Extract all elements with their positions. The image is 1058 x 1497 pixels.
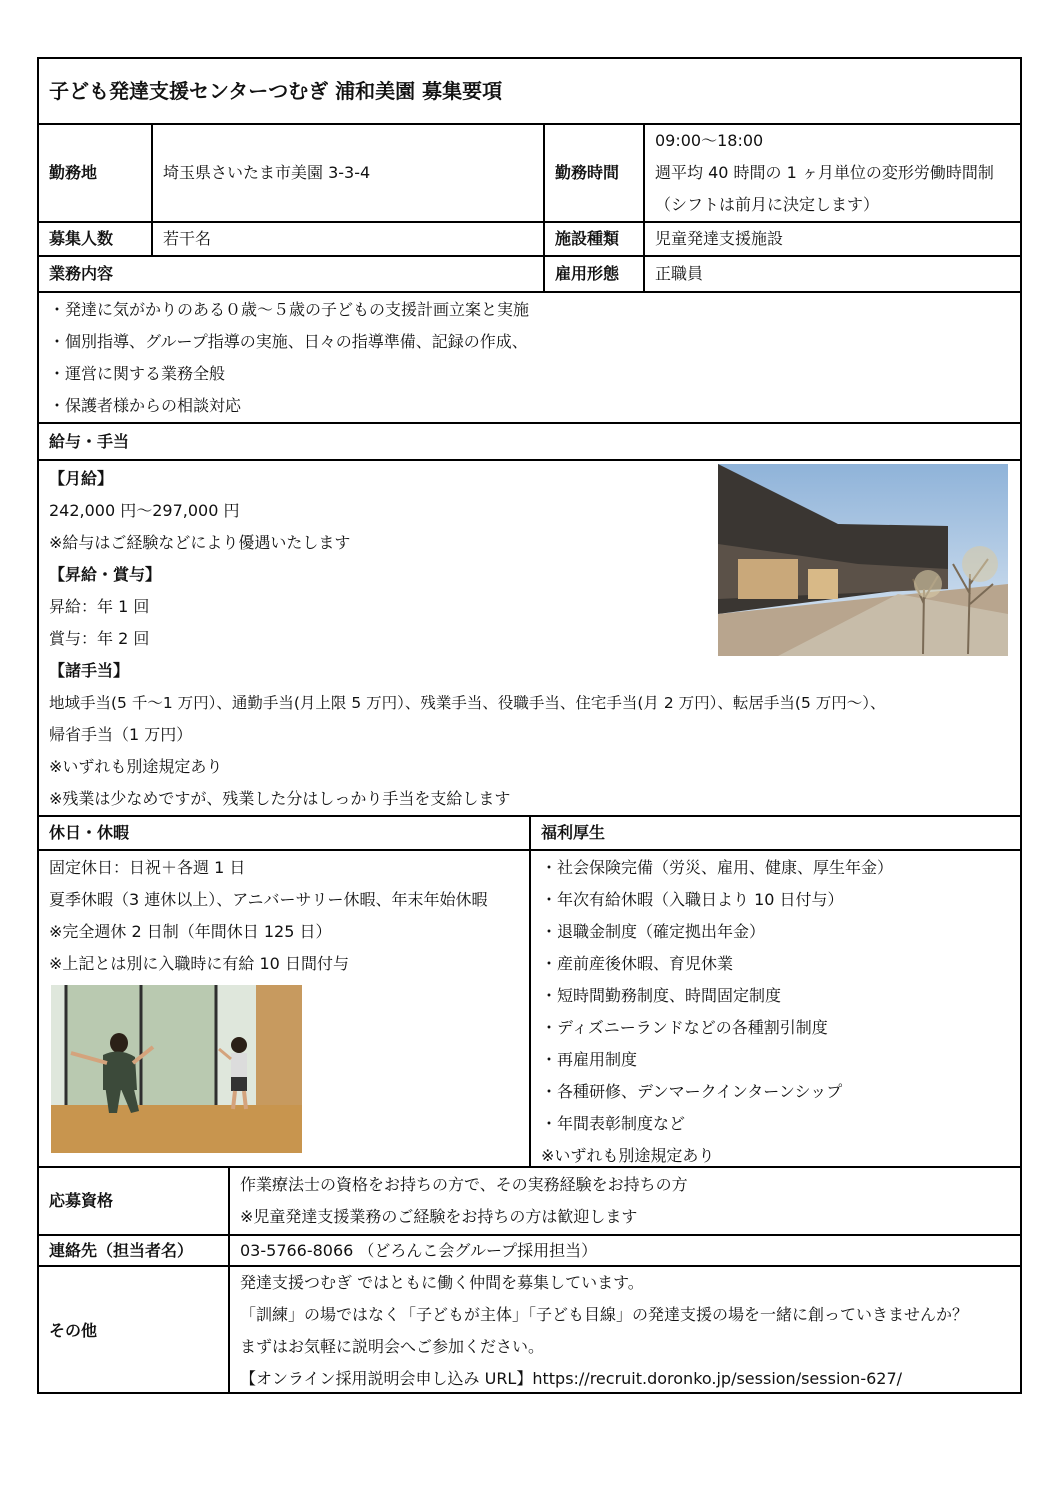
salary-note: ※残業は少なめですが、残業した分はしっかり手当を支給します xyxy=(49,789,511,808)
children-photo xyxy=(51,985,302,1153)
salary-label: 給与・手当 xyxy=(49,432,130,451)
facility-label: 施設種類 xyxy=(543,223,643,255)
duties-label: 業務内容 xyxy=(49,264,114,283)
recruits-value: 若干名 xyxy=(151,223,543,255)
list-item: ・発達に気がかりのある０歳～５歳の子どもの支援計画立案と実施 xyxy=(49,300,530,319)
list-item: ※上記とは別に入職時に有給 10 日間付与 xyxy=(49,954,349,973)
employment-label: 雇用形態 xyxy=(543,257,643,291)
monthly-value: 242,000 円～297,000 円 xyxy=(49,501,240,520)
duties-header-row xyxy=(39,257,1020,293)
hours-line: 09:00～18:00 xyxy=(655,131,764,150)
welfare-list xyxy=(529,851,1020,1166)
qualification-row xyxy=(39,1168,1020,1236)
list-item: ・各種研修、デンマークインターンシップ xyxy=(541,1082,843,1101)
allowance-line: 地域手当(5 千～1 万円）、通勤手当(月上限 5 万円）、残業手当、役職手当、住宅手当(月 2 万円）、転居手当(5 万円～）、 xyxy=(49,694,886,712)
monthly-note: ※給与はご経験などにより優遇いたします xyxy=(49,533,351,552)
salary-header-row xyxy=(39,424,1020,461)
location-row xyxy=(39,125,1020,223)
application-url[interactable]: 【オンライン採用説明会申し込み URL】https://recruit.doronko.jp/session/session-627/ xyxy=(240,1369,903,1388)
list-item: ・短時間勤務制度、時間固定制度 xyxy=(541,986,782,1005)
recruits-row xyxy=(39,223,1020,257)
list-item: ・再雇用制度 xyxy=(541,1050,638,1069)
qualification-line: 作業療法士の資格をお持ちの方で、その実務経験をお持ちの方 xyxy=(240,1175,688,1194)
list-item: ・運営に関する業務全般 xyxy=(49,364,226,383)
allowance-heading: 【諸手当】 xyxy=(49,661,130,680)
hours-line: 週平均 40 時間の 1 ヶ月単位の変形労働時間制 xyxy=(655,163,994,182)
list-item: ・ディズニーランドなどの各種割引制度 xyxy=(541,1018,828,1037)
list-item: ※完全週休 2 日制（年間休日 125 日） xyxy=(49,922,332,941)
other-label: その他 xyxy=(49,1321,98,1340)
location-value: 埼玉県さいたま市美園 3-3-4 xyxy=(151,125,543,221)
holidays-header-row xyxy=(39,817,1020,851)
list-item: ・社会保険完備（労災、雇用、健康、厚生年金） xyxy=(541,858,894,877)
duties-row xyxy=(39,293,1020,424)
hours-label: 勤務時間 xyxy=(543,125,643,221)
building-photo xyxy=(718,464,1008,656)
contact-value: 03-5766-8066 （どろんこ会グループ採用担当） xyxy=(228,1236,1020,1265)
list-item: ・保護者様からの相談対応 xyxy=(49,396,242,415)
monthly-heading: 【月給】 xyxy=(49,469,114,488)
list-item: ・産前産後休暇、育児休業 xyxy=(541,954,734,973)
title-row xyxy=(39,59,1020,125)
holidays-label: 休日・休暇 xyxy=(49,823,130,842)
qualification-value xyxy=(228,1168,1020,1234)
location-label: 勤務地 xyxy=(49,163,98,182)
other-row xyxy=(39,1267,1020,1394)
bonus-value: 賞与：年 2 回 xyxy=(49,629,150,648)
welfare-label: 福利厚生 xyxy=(529,817,1020,849)
salary-note: ※いずれも別途規定あり xyxy=(49,757,223,776)
raise-value: 昇給：年 1 回 xyxy=(49,597,150,616)
qualification-label: 応募資格 xyxy=(49,1191,114,1210)
recruits-label: 募集人数 xyxy=(49,229,114,248)
other-value xyxy=(228,1267,1020,1394)
contact-row xyxy=(39,1236,1020,1267)
hours-line: （シフトは前月に決定します） xyxy=(655,195,880,214)
facility-value: 児童発達支援施設 xyxy=(643,223,1020,255)
other-line: まずはお気軽に説明会へご参加ください。 xyxy=(240,1337,545,1356)
list-item: ・退職金制度（確定拠出年金） xyxy=(541,922,766,941)
list-item: 夏季休暇（3 連休以上）、アニバーサリー休暇、年末年始休暇 xyxy=(49,890,488,909)
qualification-line: ※児童発達支援業務のご経験をお持ちの方は歓迎します xyxy=(240,1207,638,1226)
other-line: 発達支援つむぎ ではともに働く仲間を募集しています。 xyxy=(240,1273,644,1292)
list-item: ※いずれも別途規定あり xyxy=(541,1146,715,1165)
recruitment-document xyxy=(37,57,1022,1394)
other-line: 「訓練」の場ではなく「子どもが主体」「子ども目線」の発達支援の場を一緒に創っていきませんか？ xyxy=(240,1305,969,1324)
raise-heading: 【昇給・賞与】 xyxy=(49,565,162,584)
contact-label: 連絡先（担当者名） xyxy=(49,1241,194,1260)
list-item: ・年間表彰制度など xyxy=(541,1114,686,1133)
list-item: ・個別指導、グループ指導の実施、日々の指導準備、記録の作成、 xyxy=(49,332,528,351)
list-item: 固定休日：日祝＋各週 1 日 xyxy=(49,858,246,877)
allowance-line: 帰省手当（1 万円） xyxy=(49,725,193,744)
hours-value xyxy=(643,125,1020,221)
employment-value: 正職員 xyxy=(643,257,1020,291)
page-title: 子ども発達支援センターつむぎ 浦和美園 募集要項 xyxy=(49,79,503,103)
list-item: ・年次有給休暇（入職日より 10 日付与） xyxy=(541,890,844,909)
duties-list xyxy=(39,293,1020,422)
